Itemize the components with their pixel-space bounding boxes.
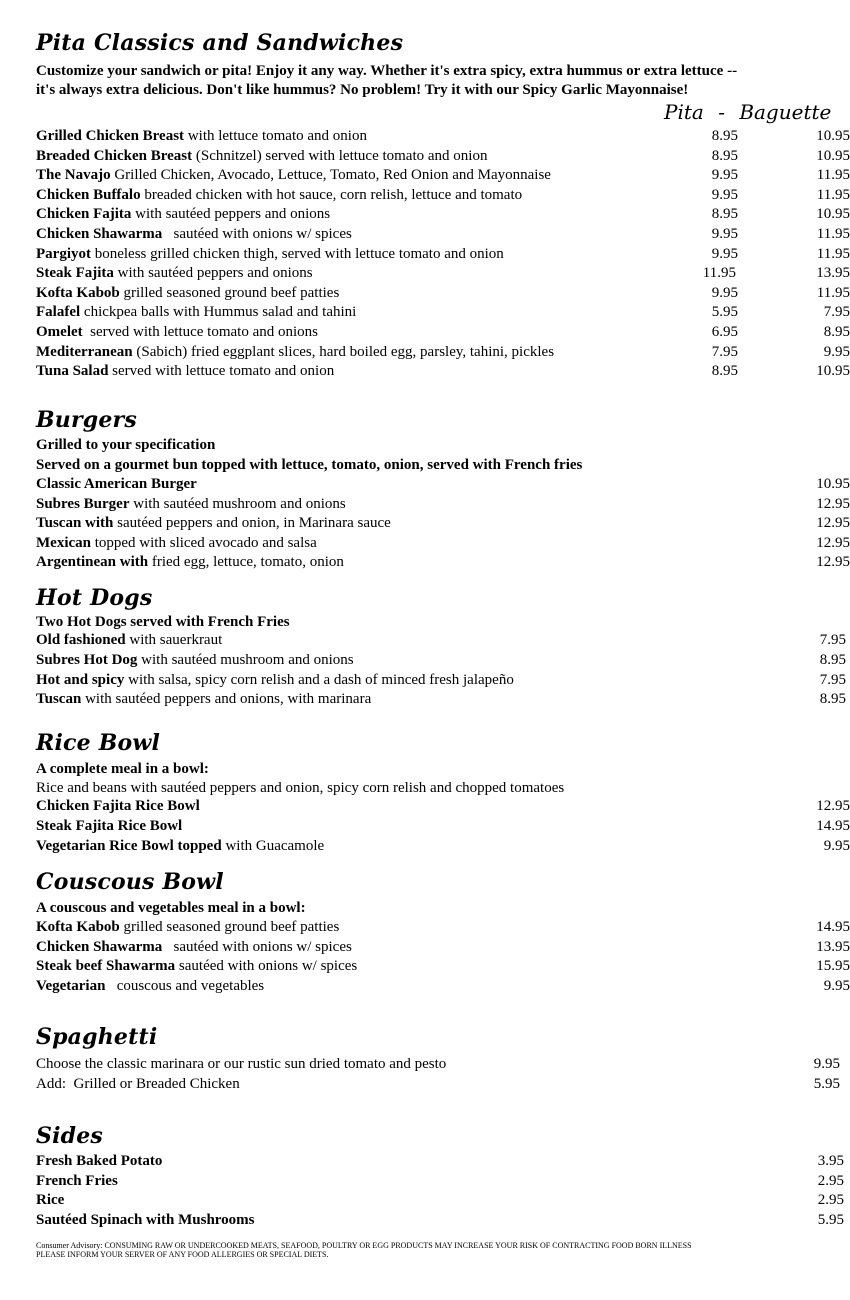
burgers-menu-item (36, 553, 850, 572)
pita-menu-item (36, 147, 850, 166)
menu-item-description: (Schnitzel) served with lettuce tomato and onion (192, 148, 488, 164)
couscous-menu-item (36, 977, 850, 996)
advisory-line-1: Consumer Advisory: CONSUMING RAW OR UNDERCOOKED MEATS, SEAFOOD, POULTRY OR EGG PRODUCTS MAY INCREASE YOUR RISK OF CONTRACTING FOOD BORN ILLNESS (36, 1241, 692, 1250)
menu-item-name: Steak beef Shawarma (36, 958, 176, 974)
menu-item-name: Subres Burger (36, 496, 130, 512)
menu-item-description: with Guacamole (221, 838, 325, 854)
couscous-menu-item (36, 957, 850, 976)
pita-menu-item (36, 186, 850, 205)
menu-item-description: with salsa, spicy corn relish and a dash of minced fresh jalapeño (124, 672, 514, 688)
menu-item-description: sautéed peppers and onion, in Marinara sauce (113, 515, 391, 531)
burgers-menu-item (36, 495, 850, 514)
pita-menu-item (36, 127, 850, 146)
pita-price: 9.95 (711, 226, 738, 242)
menu-item-name: Old fashioned (36, 632, 126, 648)
menu-item-name: Vegetarian (36, 978, 106, 994)
menu-item-name: Chicken Buffalo (36, 187, 141, 203)
section-title-burgers: Burgers (36, 407, 137, 433)
section-title-pita: Pita Classics and Sandwiches (36, 30, 404, 56)
pita-price: 5.95 (711, 304, 738, 320)
ricebowl-subtitle-2: Rice and beans with sautéed peppers and onion, spicy corn relish and chopped tomatoes (36, 780, 565, 796)
ricebowl-menu-item (36, 797, 850, 816)
menu-item-price: 9.95 (813, 1056, 840, 1072)
menu-item-description: couscous and vegetables (105, 978, 265, 994)
menu-item-name: Kofta Kabob (36, 919, 120, 935)
baguette-price: 13.95 (816, 265, 850, 281)
baguette-price: 11.95 (816, 167, 850, 183)
pita-price: 8.95 (711, 128, 738, 144)
menu-item-name: Mediterranean (36, 344, 133, 360)
menu-item-price: 2.95 (817, 1173, 844, 1189)
menu-item-description: with sautéed mushroom and onions (137, 652, 354, 668)
menu-item-name: Subres Hot Dog (36, 652, 138, 668)
menu-item-price: 12.95 (816, 515, 850, 531)
menu-item-name: Tuscan (36, 691, 82, 707)
baguette-price: 9.95 (823, 344, 850, 360)
baguette-price: 10.95 (816, 206, 850, 222)
baguette-price: 10.95 (816, 128, 850, 144)
section-title-couscous: Couscous Bowl (36, 869, 224, 895)
ricebowl-menu-item (36, 837, 850, 856)
menu-item-name: Omelet (36, 324, 83, 340)
menu-item-name: Fresh Baked Potato (36, 1153, 163, 1169)
pita-menu-item (36, 323, 850, 342)
menu-item-name: Chicken Shawarma (36, 939, 163, 955)
pita-menu-item (36, 284, 850, 303)
consumer-advisory (36, 1241, 796, 1259)
menu-item-description: chickpea balls with Hummus salad and tahini (80, 304, 357, 320)
menu-item-description: with sautéed peppers and onions (113, 265, 313, 281)
menu-item-name: Mexican (36, 535, 91, 551)
menu-item-description: topped with sliced avocado and salsa (90, 535, 317, 551)
menu-item-description: Choose the classic marinara or our rustic sun dried tomato and pesto (36, 1056, 447, 1072)
burgers-subtitle-2: Served on a gourmet bun topped with lettuce, tomato, onion, served with French fries (36, 457, 583, 473)
hotdogs-subtitle-1: Two Hot Dogs served with French Fries (36, 614, 290, 630)
menu-item-description: Add: Grilled or Breaded Chicken (36, 1076, 240, 1092)
menu-item-price: 7.95 (819, 632, 846, 648)
menu-item-price: 5.95 (813, 1076, 840, 1092)
pita-menu-item (36, 205, 850, 224)
pita-price: 9.95 (711, 167, 738, 183)
menu-item-price: 12.95 (816, 554, 850, 570)
menu-item-price: 12.95 (816, 798, 850, 814)
pita-price: 8.95 (711, 363, 738, 379)
menu-item-description: with sautéed mushroom and onions (129, 496, 346, 512)
pita-intro-line-2: it's always extra delicious. Don't like hummus? No problem! Try it with our Spicy Garlic Mayonnaise! (36, 82, 689, 98)
menu-item-price: 14.95 (816, 919, 850, 935)
pita-price: 9.95 (711, 187, 738, 203)
menu-item-description: sautéed with onions w/ spices (162, 226, 352, 242)
section-title-hotdogs: Hot Dogs (36, 585, 153, 611)
burgers-menu-item (36, 534, 850, 553)
menu-item-name: Falafel (36, 304, 81, 320)
couscous-menu-item (36, 938, 850, 957)
pita-price: 11.95 (702, 265, 736, 281)
column-separator: - (718, 100, 725, 124)
menu-item-name: Tuna Salad (36, 363, 109, 379)
pita-menu-item (36, 362, 850, 381)
pita-menu-item (36, 245, 850, 264)
menu-item-name: Sautéed Spinach with Mushrooms (36, 1212, 255, 1228)
menu-item-name: Kofta Kabob (36, 285, 120, 301)
pita-menu-item (36, 225, 850, 244)
pita-menu-item (36, 303, 850, 322)
baguette-column-label: Baguette (739, 100, 832, 124)
burgers-menu-item (36, 514, 850, 533)
menu-item-description: grilled seasoned ground beef patties (119, 285, 340, 301)
hotdogs-menu-item (36, 631, 846, 650)
pita-intro-line-1: Customize your sandwich or pita! Enjoy it any way. Whether it's extra spicy, extra hummus or extra lettuce -- (36, 63, 738, 79)
menu-item-name: Chicken Shawarma (36, 226, 163, 242)
menu-item-name: French Fries (36, 1173, 118, 1189)
menu-item-name: Chicken Fajita Rice Bowl (36, 798, 200, 814)
section-title-spaghetti: Spaghetti (36, 1024, 158, 1050)
menu-item-description: sautéed with onions w/ spices (175, 958, 358, 974)
menu-item-name: Grilled Chicken Breast (36, 128, 185, 144)
menu-item-price: 12.95 (816, 496, 850, 512)
pita-price: 8.95 (711, 206, 738, 222)
menu-item-description: breaded chicken with hot sauce, corn relish, lettuce and tomato (140, 187, 523, 203)
menu-item-name: Tuscan with (36, 515, 114, 531)
menu-item-name: Classic American Burger (36, 476, 197, 492)
menu-item-description: with sautéed peppers and onions (131, 206, 331, 222)
menu-item-name: Steak Fajita Rice Bowl (36, 818, 183, 834)
pita-price: 9.95 (711, 285, 738, 301)
menu-item-price: 10.95 (816, 476, 850, 492)
menu-item-price: 12.95 (816, 535, 850, 551)
menu-item-price: 13.95 (816, 939, 850, 955)
pita-price: 6.95 (711, 324, 738, 340)
baguette-price: 11.95 (816, 285, 850, 301)
baguette-price: 10.95 (816, 148, 850, 164)
hotdogs-menu-item (36, 690, 846, 709)
menu-item-price: 9.95 (823, 838, 850, 854)
menu-item-price: 8.95 (819, 691, 846, 707)
section-title-sides: Sides (36, 1123, 104, 1149)
menu-item-name: The Navajo (36, 167, 111, 183)
menu-item-name: Rice (36, 1192, 65, 1208)
price-column-header (664, 100, 831, 124)
menu-item-description: served with lettuce tomato and onion (108, 363, 335, 379)
pita-menu-item (36, 166, 850, 185)
pita-column-label: Pita (664, 100, 704, 124)
menu-item-name: Steak Fajita (36, 265, 114, 281)
menu-item-name: Breaded Chicken Breast (36, 148, 193, 164)
couscous-menu-item (36, 918, 850, 937)
sides-menu-item (36, 1172, 844, 1191)
menu-item-description: Grilled Chicken, Avocado, Lettuce, Tomato, Red Onion and Mayonnaise (110, 167, 551, 183)
baguette-price: 10.95 (816, 363, 850, 379)
menu-item-description: (Sabich) fried eggplant slices, hard boiled egg, parsley, tahini, pickles (132, 344, 555, 360)
spaghetti-menu-item (36, 1075, 840, 1094)
menu-item-name: Vegetarian Rice Bowl topped (36, 838, 222, 854)
hotdogs-menu-item (36, 671, 846, 690)
menu-item-price: 3.95 (817, 1153, 844, 1169)
ricebowl-menu-item (36, 817, 850, 836)
baguette-price: 11.95 (816, 187, 850, 203)
pita-price: 9.95 (711, 246, 738, 262)
ricebowl-subtitle-1: A complete meal in a bowl: (36, 761, 209, 777)
menu-item-price: 8.95 (819, 652, 846, 668)
menu-item-description: with sautéed peppers and onions, with marinara (81, 691, 372, 707)
hotdogs-menu-item (36, 651, 846, 670)
menu-item-name: Argentinean with (36, 554, 149, 570)
menu-item-description: grilled seasoned ground beef patties (119, 919, 340, 935)
section-title-ricebowl: Rice Bowl (36, 730, 161, 756)
menu-item-price: 2.95 (817, 1192, 844, 1208)
menu-item-description: fried egg, lettuce, tomato, onion (148, 554, 344, 570)
menu-item-name: Hot and spicy (36, 672, 125, 688)
menu-item-name: Pargiyot (36, 246, 91, 262)
burgers-menu-item (36, 475, 850, 494)
pita-price: 8.95 (711, 148, 738, 164)
baguette-price: 8.95 (823, 324, 850, 340)
pita-price: 7.95 (711, 344, 738, 360)
sides-menu-item (36, 1211, 844, 1230)
menu-item-description: sautéed with onions w/ spices (162, 939, 352, 955)
pita-menu-item (36, 343, 850, 362)
spaghetti-menu-item (36, 1055, 840, 1074)
menu-item-name: Chicken Fajita (36, 206, 132, 222)
sides-menu-item (36, 1191, 844, 1210)
baguette-price: 11.95 (816, 246, 850, 262)
baguette-price: 7.95 (823, 304, 850, 320)
pita-menu-item (36, 264, 850, 283)
menu-item-price: 5.95 (817, 1212, 844, 1228)
burgers-subtitle-1: Grilled to your specification (36, 437, 216, 453)
menu-item-description: with sauerkraut (125, 632, 223, 648)
menu-item-price: 15.95 (816, 958, 850, 974)
couscous-subtitle-1: A couscous and vegetables meal in a bowl: (36, 900, 306, 916)
menu-item-description: boneless grilled chicken thigh, served with lettuce tomato and onion (90, 246, 504, 262)
advisory-line-2: PLEASE INFORM YOUR SERVER OF ANY FOOD ALLERGIES OR SPECIAL DIETS. (36, 1250, 329, 1259)
baguette-price: 11.95 (816, 226, 850, 242)
menu-item-price: 7.95 (819, 672, 846, 688)
menu-item-price: 9.95 (823, 978, 850, 994)
menu-item-description: served with lettuce tomato and onions (82, 324, 319, 340)
menu-item-description: with lettuce tomato and onion (184, 128, 367, 144)
sides-menu-item (36, 1152, 844, 1171)
menu-item-price: 14.95 (816, 818, 850, 834)
